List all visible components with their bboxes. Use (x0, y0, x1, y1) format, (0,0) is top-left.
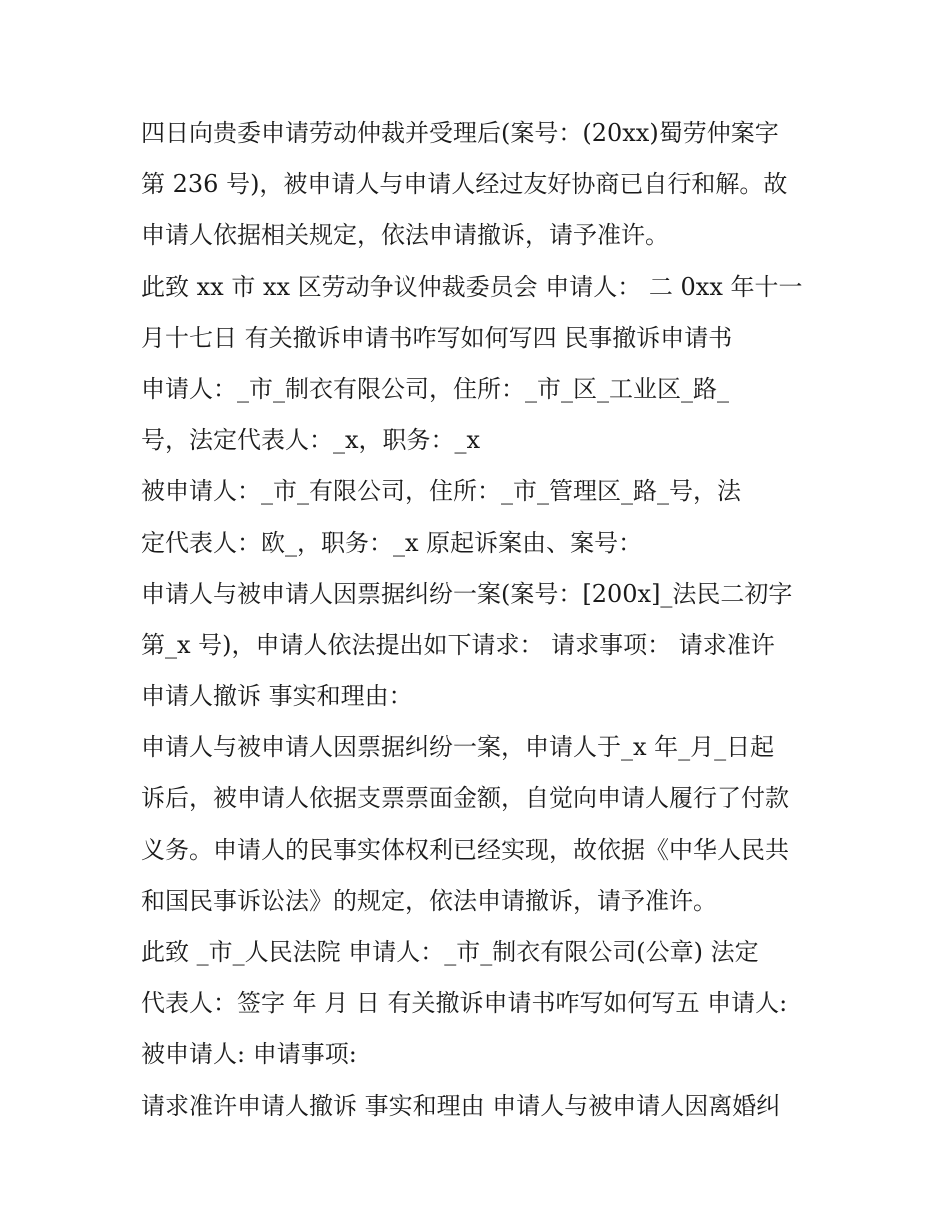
text-line: 被申请人: 申请事项: (141, 1040, 357, 1069)
text-line: 月十七日 有关撤诉申请书咋写如何写四 民事撤诉申请书 (141, 323, 733, 352)
text-line: 此致 xx 市 xx 区劳动争议仲裁委员会 申请人： 二 0xx 年十一 (141, 272, 803, 301)
text-line: 被申请人：_市_有限公司，住所：_市_管理区_路_号，法 (141, 477, 741, 506)
text-line: 代表人：签字 年 月 日 有关撤诉申请书咋写如何写五 申请人: (141, 989, 788, 1018)
text-line: 第 236 号)，被申请人与申请人经过友好协商已自行和解。故 (141, 170, 788, 199)
text-line: 申请人依据相关规定，依法申请撤诉，请予准许。 (141, 221, 669, 250)
text-line: 申请人：_市_制衣有限公司，住所：_市_区_工业区_路_ (141, 374, 729, 403)
text-line: 申请人撤诉 事实和理由： (141, 682, 413, 711)
text-line: 和国民事诉讼法》的规定，依法申请撤诉，请予准许。 (141, 886, 717, 915)
text-line: 此致 _市_人民法院 申请人：_市_制衣有限公司(公章) 法定 (141, 938, 759, 966)
text-line: 请求准许申请人撤诉 事实和理由 申请人与被申请人因离婚纠 (141, 1091, 781, 1120)
text-line: 定代表人：欧_，职务：_x 原起诉案由、案号： (141, 528, 643, 557)
document-body (141, 108, 831, 1132)
text-line: 第_x 号)，申请人依法提出如下请求： 请求事项： 请求准许 (141, 630, 775, 659)
text-line: 申请人与被申请人因票据纠纷一案，申请人于_x 年_月_日起 (141, 733, 775, 762)
text-line: 申请人与被申请人因票据纠纷一案(案号：[200x]_法民二初字 (141, 579, 793, 608)
text-line: 号，法定代表人：_x，职务：_x (141, 426, 481, 455)
text-line: 义务。申请人的民事实体权利已经实现，故依据《中华人民共 (141, 835, 789, 864)
text-line: 四日向贵委申请劳动仲裁并受理后(案号：(20xx)蜀劳仲案字 (141, 119, 779, 147)
text-line: 诉后，被申请人依据支票票面金额，自觉向申请人履行了付款 (141, 784, 789, 813)
